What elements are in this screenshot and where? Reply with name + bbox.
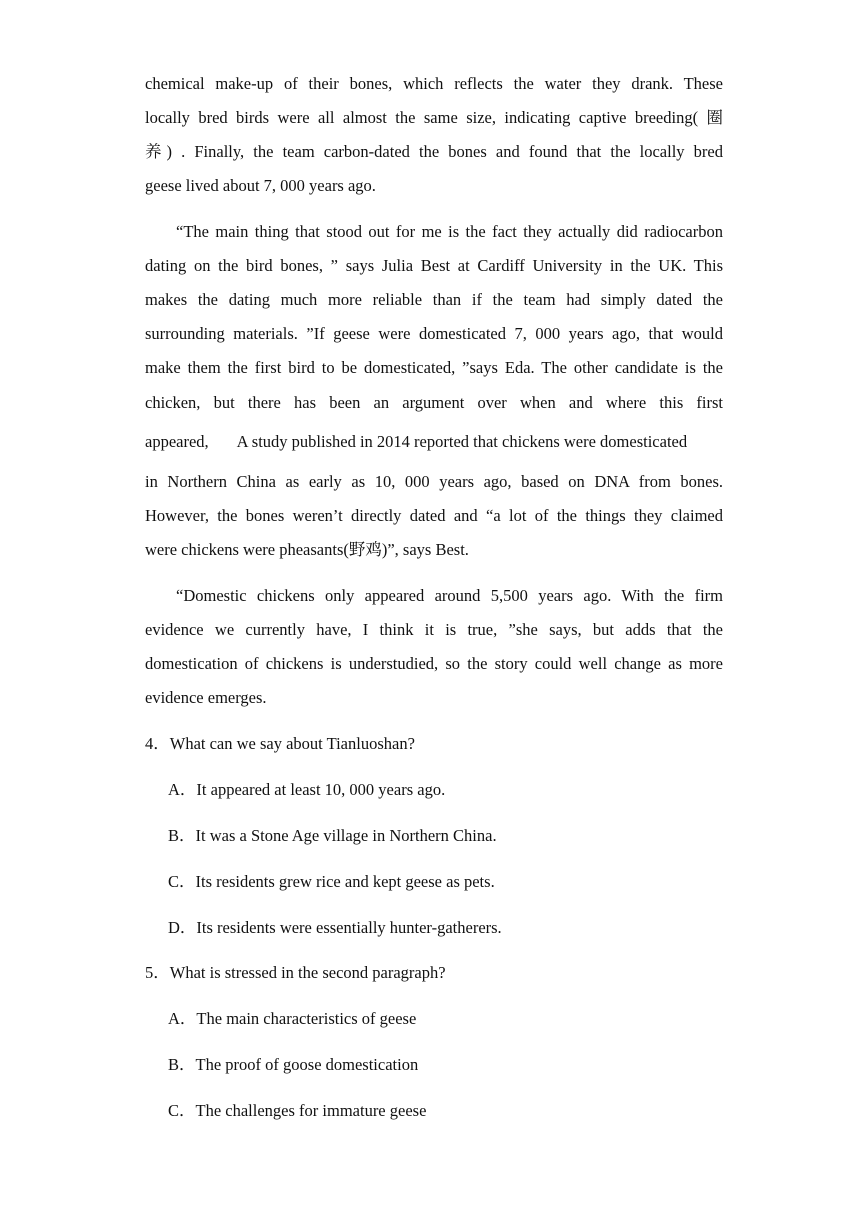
question-5-option-b: B．The proof of goose domestication	[168, 1055, 419, 1074]
question-4-stem: 4．What can we say about Tianluoshan?	[145, 734, 415, 753]
question-5-stem: 5．What is stressed in the second paragraph?	[145, 963, 446, 982]
question-4-option-d: D．Its residents were essentially hunter-gatherers.	[168, 918, 502, 937]
question-4-option-a: A．It appeared at least 10, 000 years ago.	[168, 780, 446, 799]
paragraph-3-line-4: evidence emerges.	[145, 688, 267, 707]
question-4-option-c: C．Its residents grew rice and kept geese as pets.	[168, 872, 495, 891]
paragraph-3-line-3: domestication of chickens is understudied, so the story could well change as more	[145, 654, 723, 673]
paragraph-3-line-2: evidence we currently have, I think it is true, ”she says, but adds that the	[145, 620, 723, 639]
question-4-option-b: B．It was a Stone Age village in Northern China.	[168, 826, 497, 845]
paragraph-2-line-3: makes the dating much more reliable than if the team had simply dated the	[145, 290, 723, 309]
paragraph-2-line-10: were chickens were pheasants(野鸡)”, says Best.	[145, 540, 469, 559]
paragraph-2-line-9: However, the bones weren’t directly dated and “a lot of the things they claimed	[145, 506, 723, 525]
paragraph-2-line-2: dating on the bird bones, ” says Julia Best at Cardiff University in the UK. This	[145, 256, 723, 275]
question-5-option-a: A．The main characteristics of geese	[168, 1009, 417, 1028]
paragraph-2-line-6: chicken, but there has been an argument over when and where this first	[145, 393, 723, 412]
paragraph-2-line-4: surrounding materials. ”If geese were domesticated 7, 000 years ago, that would	[145, 324, 723, 343]
paragraph-2-line-7-end: A study published in 2014 reported that chickens were domesticated	[236, 432, 688, 451]
paragraph-2-line-5: make them the first bird to be domesticated, ”says Eda. The other candidate is the	[145, 358, 723, 377]
paragraph-2-line-1: “The main thing that stood out for me is the fact they actually did radiocarbon	[176, 222, 723, 241]
paragraph-1-line-1: chemical make-up of their bones, which reflects the water they drank. These	[145, 74, 723, 93]
question-5-option-c: C．The challenges for immature geese	[168, 1101, 427, 1120]
paragraph-2-line-7	[145, 432, 723, 452]
paragraph-1-line-2: locally bred birds were all almost the same size, indicating captive breeding( 圈	[145, 108, 723, 127]
paragraph-2-line-7-start: appeared,	[145, 432, 209, 451]
paragraph-3-line-1: “Domestic chickens only appeared around 5,500 years ago. With the firm	[176, 586, 723, 605]
paragraph-2-line-8: in Northern China as early as 10, 000 years ago, based on DNA from bones.	[145, 472, 723, 491]
paragraph-1-line-4: geese lived about 7, 000 years ago.	[145, 176, 376, 195]
paragraph-1-line-3: 养) . Finally, the team carbon-dated the bones and found that the locally bred	[145, 142, 723, 161]
